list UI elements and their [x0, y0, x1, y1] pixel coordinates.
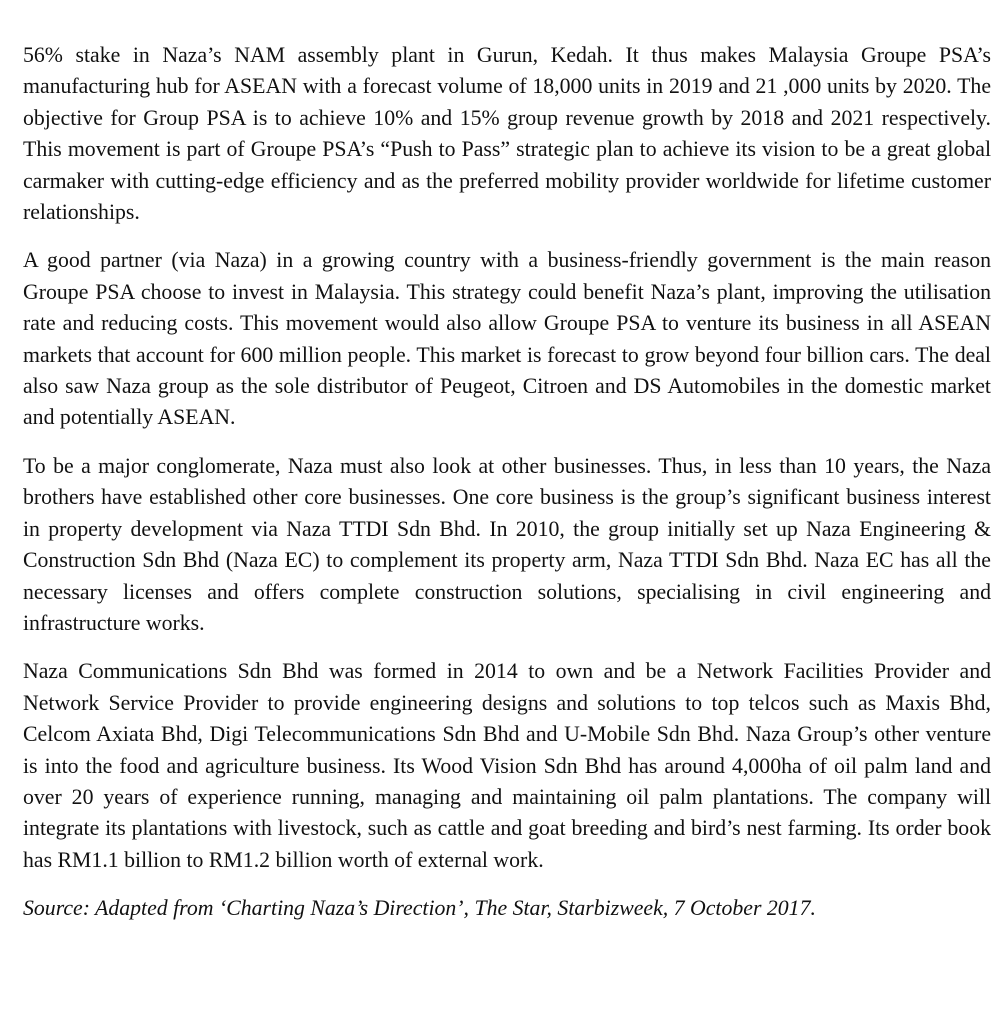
document-page [23, 40, 991, 925]
paragraph-groupe-psa-stake: 56% stake in Naza’s NAM assembly plant in Gurun, Kedah. It thus makes Malaysia Groupe PSA’s manufacturing hub for ASEAN with a forecast volume of 18,000 units in 2019 and 21 ,000 units by 2020. The objective for Group PSA is to achieve 10% and 15% group revenue growth by 2018 and 2021 respectively. This movement is part of Groupe PSA’s “Push to Pass” strategic plan to achieve its vision to be a great global carmaker with cutting-edge efficiency and as the preferred mobility provider worldwide for lifetime customer relationships. [23, 43, 991, 225]
paragraph-good-partner: A good partner (via Naza) in a growing country with a business-friendly government is the main reason Groupe PSA choose to invest in Malaysia. This strategy could benefit Naza’s plant, improving the utilisation rate and reducing costs. This movement would also allow Groupe PSA to venture its business in all ASEAN markets that account for 600 million people. This market is forecast to grow beyond four billion cars. The deal also saw Naza group as the sole distributor of Peugeot, Citroen and DS Automobiles in the domestic market and potentially ASEAN. [23, 248, 991, 430]
source-citation: Source: Adapted from ‘Charting Naza’s Direction’, The Star, Starbizweek, 7 October 2017. [23, 896, 816, 921]
paragraph-naza-communications: Naza Communications Sdn Bhd was formed in 2014 to own and be a Network Facilities Provider and Network Service Provider to provide engineering designs and solutions to top telcos such as Maxis Bhd, Celcom Axiata Bhd, Digi Telecommunications Sdn Bhd and U-Mobile Sdn Bhd. Naza Group’s other venture is into the food and agriculture business. Its Wood Vision Sdn Bhd has around 4,000ha of oil palm land and over 20 years of experience running, managing and maintaining oil palm plantations. The company will integrate its plantations with livestock, such as cattle and goat breeding and bird’s nest farming. Its order book has RM1.1 billion to RM1.2 billion worth of external work. [23, 659, 991, 872]
paragraph-conglomerate: To be a major conglomerate, Naza must also look at other businesses. Thus, in less than 10 years, the Naza brothers have established other core businesses. One core business is the group’s significant business interest in property development via Naza TTDI Sdn Bhd. In 2010, the group initially set up Naza Engineering & Construction Sdn Bhd (Naza EC) to complement its property arm, Naza TTDI Sdn Bhd. Naza EC has all the necessary licenses and offers complete construction solutions, specialising in civil engineering and infrastructure works. [23, 453, 991, 635]
